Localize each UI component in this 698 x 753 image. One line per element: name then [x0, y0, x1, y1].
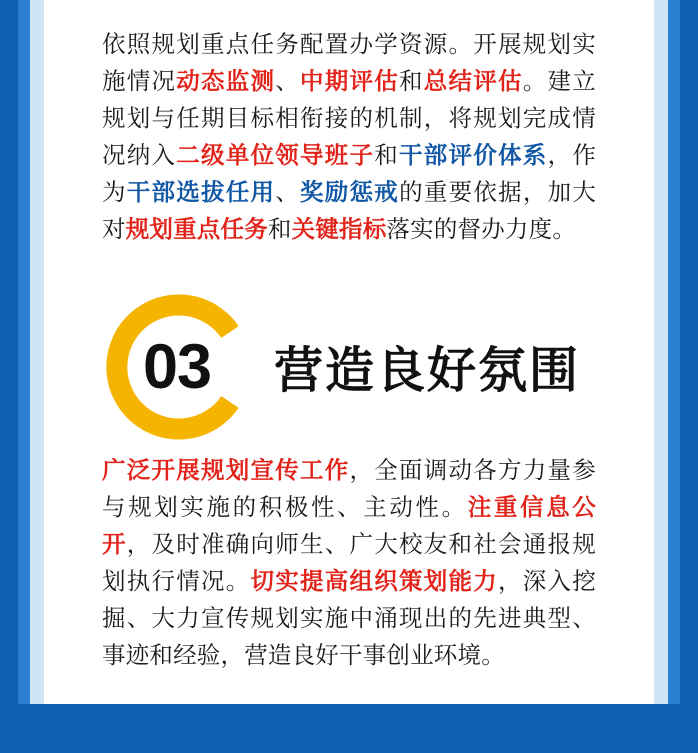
section-title: 营造良好氛围 [274, 341, 581, 399]
text-run: 和 [399, 66, 424, 95]
text-run-highlight: 广泛开展规划宣传工作 [102, 455, 350, 484]
text-run: ，全面调动各方力量参与规划实施的积极性、主动性。 [102, 455, 597, 521]
text-run-highlight: 二级单位领导班子 [176, 140, 375, 169]
text-run-highlight: 干部选拔任用 [126, 177, 276, 206]
text-run: 。建立规划与任期目标相衔接的机制，将规划完成情况纳入 [102, 66, 596, 169]
text-run-highlight: 干部评价体系 [399, 140, 548, 169]
text-run: 依照规划重点任务配置办学资源。开展规划实施情况 [102, 29, 596, 95]
paragraph-bottom [102, 452, 596, 674]
bottom-blue-band [0, 704, 698, 753]
text-run: ，作为 [102, 140, 597, 206]
text-run-highlight: 中期评估 [300, 66, 399, 95]
section-header [102, 292, 596, 442]
poster-content-panel [44, 0, 654, 704]
text-run: 和 [374, 140, 400, 169]
text-run: ，深入挖掘、大力宣传规划实施中涌现出的先进典型、事迹和经验，营造良好干事创业环境。 [102, 566, 597, 669]
text-run: ，及时准确向师生、广大校友和社会通报规划执行情况。 [102, 529, 596, 595]
text-run: 、 [275, 177, 301, 206]
text-run: 的重要依据，加大对 [102, 177, 597, 243]
text-run: 、 [275, 66, 300, 95]
text-run-highlight: 总结评估 [423, 66, 523, 95]
section-number: 03 [142, 331, 212, 402]
text-run-highlight: 注重信息公开 [102, 492, 596, 558]
text-run-highlight: 规划重点任务 [125, 214, 268, 243]
section-number-badge [102, 292, 252, 442]
text-run-highlight: 关键指标 [291, 214, 387, 243]
text-run-highlight: 切实提高组织策划能力 [250, 566, 499, 595]
text-run-highlight: 动态监测 [176, 66, 276, 95]
text-run: 落实的督办力度。 [386, 214, 577, 243]
text-run: 和 [267, 214, 292, 243]
paragraph-top [102, 24, 596, 248]
text-run-highlight: 奖励惩戒 [300, 177, 400, 206]
